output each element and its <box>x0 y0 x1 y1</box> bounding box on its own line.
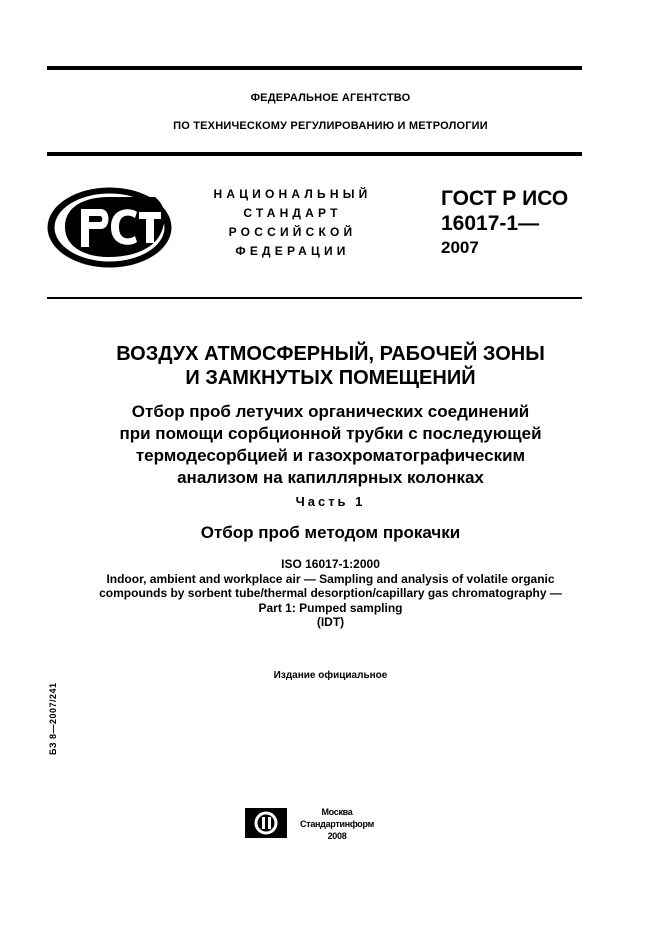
publisher-info <box>290 806 384 842</box>
main-title-line-2: И ЗАМКНУТЫХ ПОМЕЩЕНИЙ <box>185 367 476 389</box>
agency-line-2: ПО ТЕХНИЧЕСКОМУ РЕГУЛИРОВАНИЮ И МЕТРОЛОГИИ <box>173 120 488 132</box>
title-rule <box>47 297 582 299</box>
side-code: БЗ 8—2007/241 <box>48 682 58 755</box>
iso-title-line-4: (IDT) <box>316 615 345 629</box>
publisher-name: Стандартинформ <box>300 819 374 829</box>
subtitle-line-3: термодесорбцией и газохроматографическим <box>135 446 526 465</box>
standard-type-line-1: НАЦИОНАЛЬНЫЙ <box>213 187 372 201</box>
standartinform-logo-icon <box>245 808 287 843</box>
subtitle <box>0 401 661 489</box>
main-title <box>0 342 661 390</box>
designation-year: 2007 <box>441 238 479 257</box>
rst-gost-emblem-icon <box>45 185 174 275</box>
edition-label: Издание официальное <box>273 670 388 681</box>
agency-line-1: ФЕДЕРАЛЬНОЕ АГЕНТСТВО <box>250 92 411 104</box>
standard-type-line-2: СТАНДАРТ <box>243 206 342 220</box>
part-title: Отбор проб методом прокачки <box>200 523 461 542</box>
subtitle-line-2: при помощи сорбционной трубки с последующей <box>119 424 542 443</box>
iso-number: ISO 16017-1:2000 <box>281 557 380 571</box>
part-number: Часть 1 <box>295 494 366 509</box>
publisher-city: Москва <box>321 807 353 817</box>
designation-line-2: 16017-1— <box>441 212 540 235</box>
national-standard-label <box>200 185 385 261</box>
publisher-year: 2008 <box>327 831 347 841</box>
main-title-line-1: ВОЗДУХ АТМОСФЕРНЫЙ, РАБОЧЕЙ ЗОНЫ <box>116 343 545 365</box>
iso-title-line-3: Part 1: Pumped sampling <box>258 600 403 615</box>
iso-title-line-1: Indoor, ambient and workplace air — Sampling and analysis of volatile organic <box>106 571 555 586</box>
subtitle-line-4: анализом на капиллярных колонках <box>177 468 484 487</box>
iso-title-line-2: compounds by sorbent tube/thermal desorption/capillary gas chromatography — <box>99 586 562 600</box>
designation-line-1: ГОСТ Р ИСО <box>441 187 569 210</box>
iso-reference <box>0 557 661 630</box>
standard-type-line-3: РОССИЙСКОЙ <box>228 225 357 239</box>
top-rule <box>47 66 582 70</box>
subtitle-line-1: Отбор проб летучих органических соединений <box>131 402 530 421</box>
standard-designation <box>441 186 568 260</box>
standard-type-line-4: ФЕДЕРАЦИИ <box>235 244 350 258</box>
header-rule <box>47 152 582 156</box>
